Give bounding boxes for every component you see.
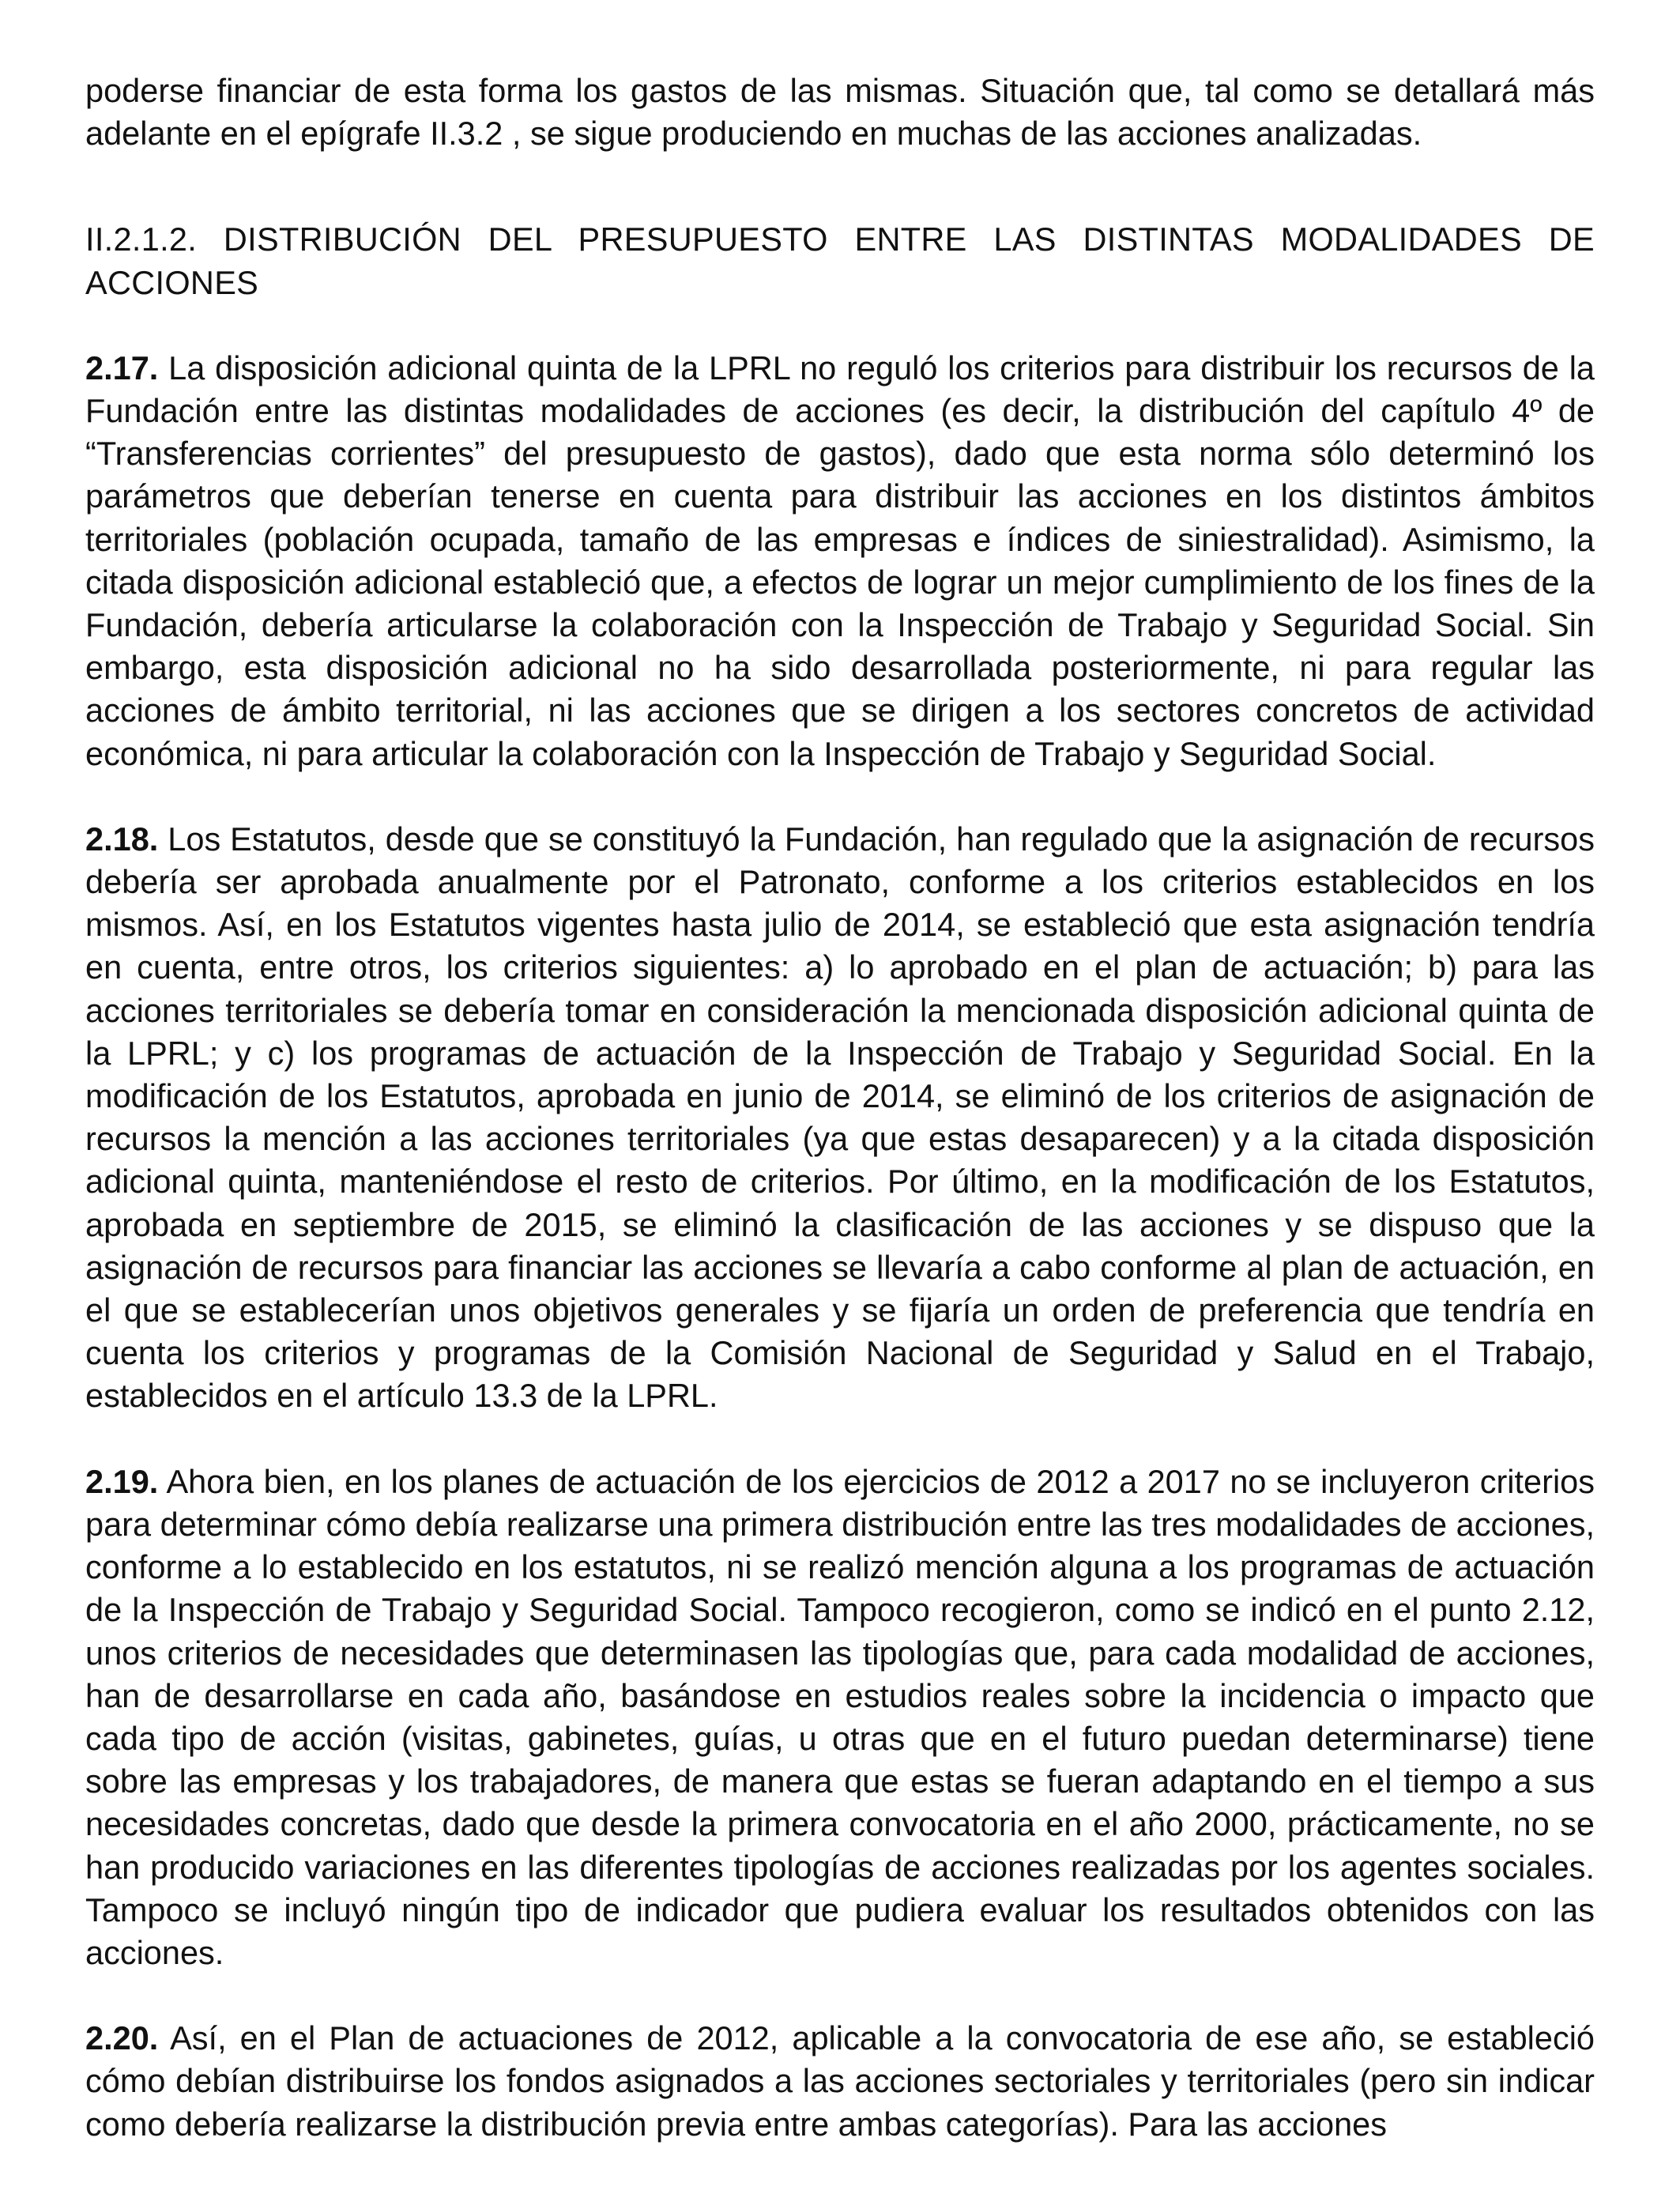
paragraph-2-20	[85, 2017, 1595, 2146]
paragraph-text: La disposición adicional quinta de la LPRL no reguló los criterios para distribuir los recursos de la Fundación entre las distintas modalidades de acciones (es decir, la distribución del capítulo 4º de “Transferencias corrientes” del presupuesto de gastos), dado que esta norma sólo determinó los parámetros que deberían tenerse en cuenta para distribuir las acciones en los distintos ámbitos territoriales (población ocupada, tamaño de las empresas e índices de siniestralidad). Asimismo, la citada disposición adicional estableció que, a efectos de lograr un mejor cumplimiento de los fines de la Fundación, debería articularse la colaboración con la Inspección de Trabajo y Seguridad Social. Sin embargo, esta disposición adicional no ha sido desarrollada posteriormente, ni para regular las acciones de ámbito territorial, ni las acciones que se dirigen a los sectores concretos de actividad económica, ni para articular la colaboración con la Inspección de Trabajo y Seguridad Social.	[85, 349, 1595, 772]
paragraph-number: 2.19.	[85, 1462, 159, 1500]
section-heading: II.2.1.2. DISTRIBUCIÓN DEL PRESUPUESTO ENTRE LAS DISTINTAS MODALIDADES DE ACCIONES	[85, 221, 1595, 301]
intro-paragraph: poderse financiar de esta forma los gastos de las mismas. Situación que, tal como se detallará más adelante en el epígrafe II.3.2 , se sigue produciendo en muchas de las acciones analizadas.	[85, 72, 1595, 153]
paragraph-number: 2.18.	[85, 820, 159, 858]
paragraph-text: Así, en el Plan de actuaciones de 2012, aplicable a la convocatoria de ese año, se estableció cómo debían distribuirse los fondos asignados a las acciones sectoriales y territoriales (pero sin indicar como debería realizarse la distribución previa entre ambas categorías). Para las acciones	[85, 2019, 1595, 2143]
document-page	[85, 70, 1595, 2146]
paragraph-2-18	[85, 818, 1595, 1418]
paragraph-2-17	[85, 347, 1595, 775]
paragraph-number: 2.17.	[85, 349, 159, 386]
paragraph-number: 2.20.	[85, 2019, 159, 2057]
paragraph-2-19	[85, 1461, 1595, 1974]
paragraph-text: Ahora bien, en los planes de actuación de los ejercicios de 2012 a 2017 no se incluyeron criterios para determinar cómo debía realizarse una primera distribución entre las tres modalidades de acciones, conforme a lo establecido en los estatutos, ni se realizó mención alguna a los programas de actuación de la Inspección de Trabajo y Seguridad Social. Tampoco recogieron, como se indicó en el punto 2.12, unos criterios de necesidades que determinasen las tipologías que, para cada modalidad de acciones, han de desarrollarse en cada año, basándose en estudios reales sobre la incidencia o impacto que cada tipo de acción (visitas, gabinetes, guías, u otras que en el futuro puedan determinarse) tiene sobre las empresas y los trabajadores, de manera que estas se fueran adaptando en el tiempo a sus necesidades concretas, dado que desde la primera convocatoria en el año 2000, prácticamente, no se han producido variaciones en las diferentes tipologías de acciones realizadas por los agentes sociales. Tampoco se incluyó ningún tipo de indicador que pudiera evaluar los resultados obtenidos con las acciones.	[85, 1462, 1595, 1971]
paragraph-text: Los Estatutos, desde que se constituyó la Fundación, han regulado que la asignación de recursos debería ser aprobada anualmente por el Patronato, conforme a los criterios establecidos en los mismos. Así, en los Estatutos vigentes hasta julio de 2014, se estableció que esta asignación tendría en cuenta, entre otros, los criterios siguientes: a) lo aprobado en el plan de actuación; b) para las acciones territoriales se debería tomar en consideración la mencionada disposición adicional quinta de la LPRL; y c) los programas de actuación de la Inspección de Trabajo y Seguridad Social. En la modificación de los Estatutos, aprobada en junio de 2014, se eliminó de los criterios de asignación de recursos la mención a las acciones territoriales (ya que estas desaparecen) y a la citada disposición adicional quinta, manteniéndose el resto de criterios. Por último, en la modificación de los Estatutos, aprobada en septiembre de 2015, se eliminó la clasificación de las acciones y se dispuso que la asignación de recursos para financiar las acciones se llevaría a cabo conforme al plan de actuación, en el que se establecerían unos objetivos generales y se fijaría un orden de preferencia que tendría en cuenta los criterios y programas de la Comisión Nacional de Seguridad y Salud en el Trabajo, establecidos en el artículo 13.3 de la LPRL.	[85, 820, 1595, 1415]
